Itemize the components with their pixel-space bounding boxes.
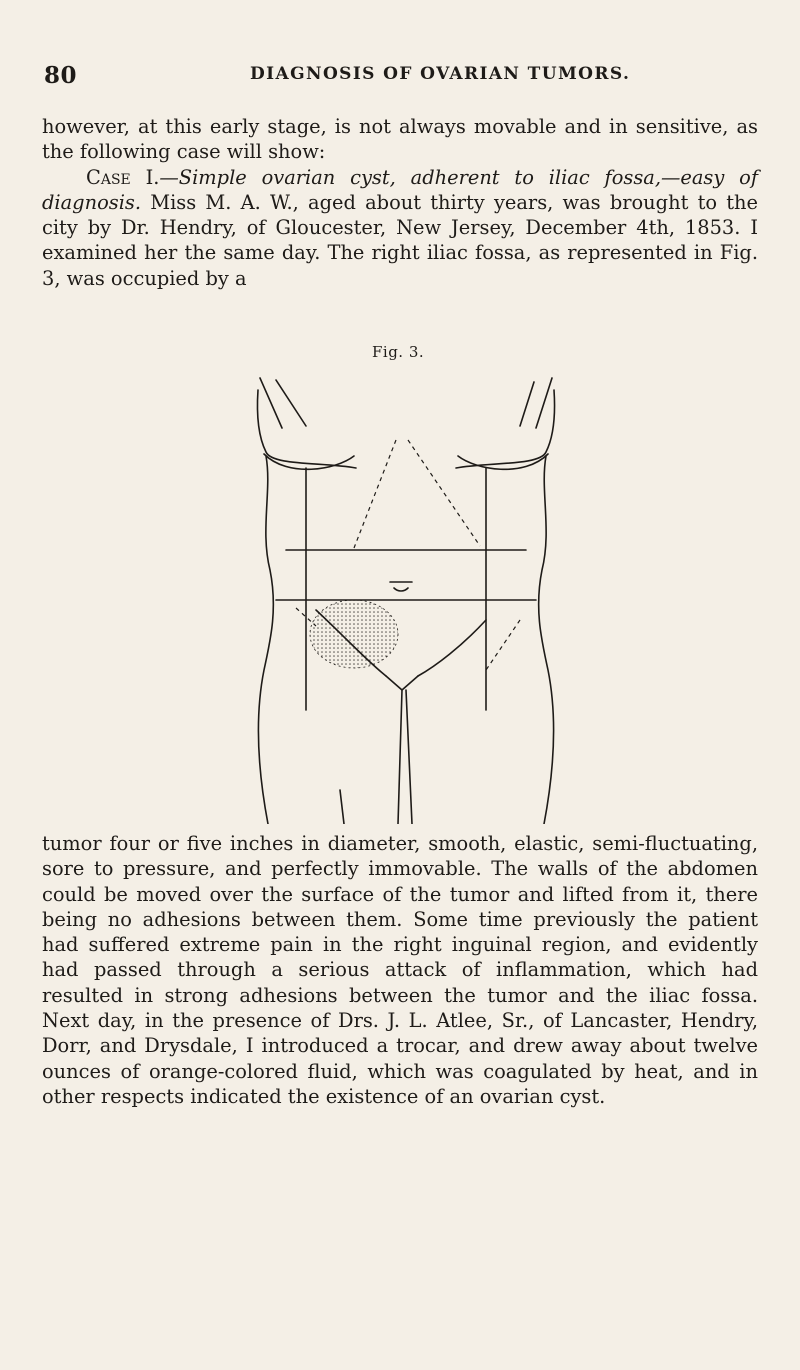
running-head: DIAGNOSIS OF OVARIAN TUMORS. — [250, 64, 631, 84]
case-paragraph — [42, 165, 758, 291]
umbilicus-mark — [390, 582, 412, 591]
page-number: 80 — [44, 62, 78, 89]
anatomical-figure — [236, 370, 572, 824]
dashed-right-costal-line — [408, 440, 480, 546]
right-clavicle — [458, 454, 548, 469]
right-shoulder-curve — [456, 390, 555, 468]
inner-right-leg-line — [406, 690, 412, 824]
dashed-left-costal-line — [354, 440, 396, 548]
case-label: Case I. — [86, 165, 160, 189]
continuation-paragraph: tumor four or five inches in diameter, smooth, elastic, semi-fluctuating, sore to pressure, and perfectly immovable. The walls of the abdomen could be moved over the surface of the tumor and lifted from it, there being no adhesions between them. Some time previously the patient had suffered extreme pain in the right inguinal region, and evidently had passed through a serious attack of inflammation, which had resulted in strong adhesions between the tumor and the iliac fossa. Next day, in the presence of Drs. J. L. Atlee, Sr., of Lancaster, Hendry, Dorr, and Drysdale, I introduced a trocar, and drew away about twelve ounces of orange-colored fluid, which was coagulated by heat, and in other respects indicated the existence of an ovarian cyst. — [42, 832, 758, 1108]
case-intro: Miss M. A. W., aged about thirty years, was brought to the city by Dr. Hendry, of Gloucester, New Jersey, December 4th, 1853. I examined her the same day. The right iliac fossa, as represented in Fig. 3, was occupied by a — [42, 190, 758, 290]
figure-caption: Fig. 3. — [372, 343, 425, 361]
torso-regions-illustration — [236, 370, 572, 824]
top-text-block — [42, 114, 758, 291]
case-title: —Simple ovarian cyst, adherent to iliac fossa,—easy of diagnosis. — [42, 165, 759, 214]
left-shoulder-curve — [257, 390, 356, 468]
left-body-outline — [259, 456, 274, 824]
left-clavicle — [264, 454, 354, 469]
inner-left-leg-line — [398, 690, 402, 824]
opening-paragraph: however, at this early stage, is not always movable and in sensitive, as the following case will show: — [42, 115, 758, 164]
tumor-shading — [310, 600, 398, 668]
pubic-junction — [386, 676, 418, 690]
left-inguinal-line — [418, 620, 486, 676]
left-arm-inner-line — [276, 380, 306, 426]
right-body-outline — [539, 456, 554, 824]
bottom-text-block — [42, 831, 758, 1109]
left-knee-line — [340, 790, 344, 824]
right-arm-inner-line — [520, 382, 534, 426]
right-arm-outer-line — [536, 378, 552, 428]
dashed-iliac-line — [486, 620, 520, 670]
